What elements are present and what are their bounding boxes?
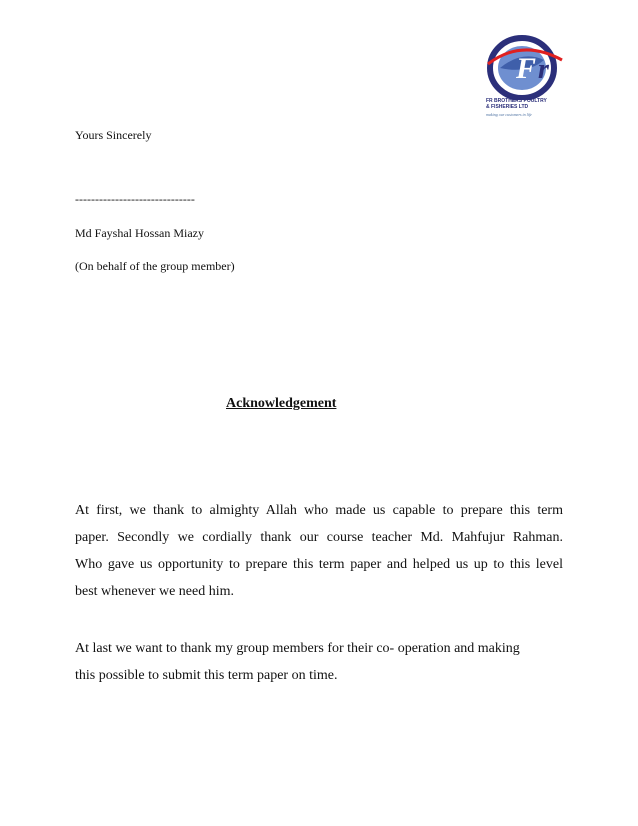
- logo-tagline: making our customers in life: [486, 112, 532, 117]
- closing-text: Yours Sincerely: [75, 128, 152, 142]
- company-logo: [478, 30, 578, 126]
- signer-role: (On behalf of the group member): [75, 259, 235, 273]
- signer-name: Md Fayshal Hossan Miazy: [75, 226, 204, 240]
- logo-caption-line2: & FISHERIES LTD: [486, 104, 529, 110]
- acknowledgement-heading: Acknowledgement: [226, 396, 337, 411]
- paragraph-line: this possible to submit this term paper on time.: [75, 668, 338, 683]
- logo-caption-line1: FR BROTHERS POULTRY: [486, 98, 547, 104]
- acknowledgement-paragraph-2: [75, 635, 563, 689]
- logo-caption: [486, 98, 572, 110]
- fr-brothers-logo-icon: [478, 30, 578, 100]
- svg-text:F: F: [516, 52, 537, 85]
- paragraph-line: At last we want to thank my group members for their co- operation and making: [75, 641, 520, 656]
- signature-line: ------------------------------: [75, 192, 195, 206]
- paragraph-line: At first, we thank to almighty Allah who made us capable to prepare this term: [75, 503, 563, 518]
- svg-text:r: r: [538, 54, 549, 85]
- paragraph-line: paper. Secondly we cordially thank our course teacher Md. Mahfujur Rahman.: [75, 530, 563, 545]
- paragraph-line: Who gave us opportunity to prepare this term paper and helped us up to this level: [75, 557, 563, 572]
- acknowledgement-paragraph-1: [75, 497, 563, 605]
- paragraph-line: best whenever we need him.: [75, 584, 234, 599]
